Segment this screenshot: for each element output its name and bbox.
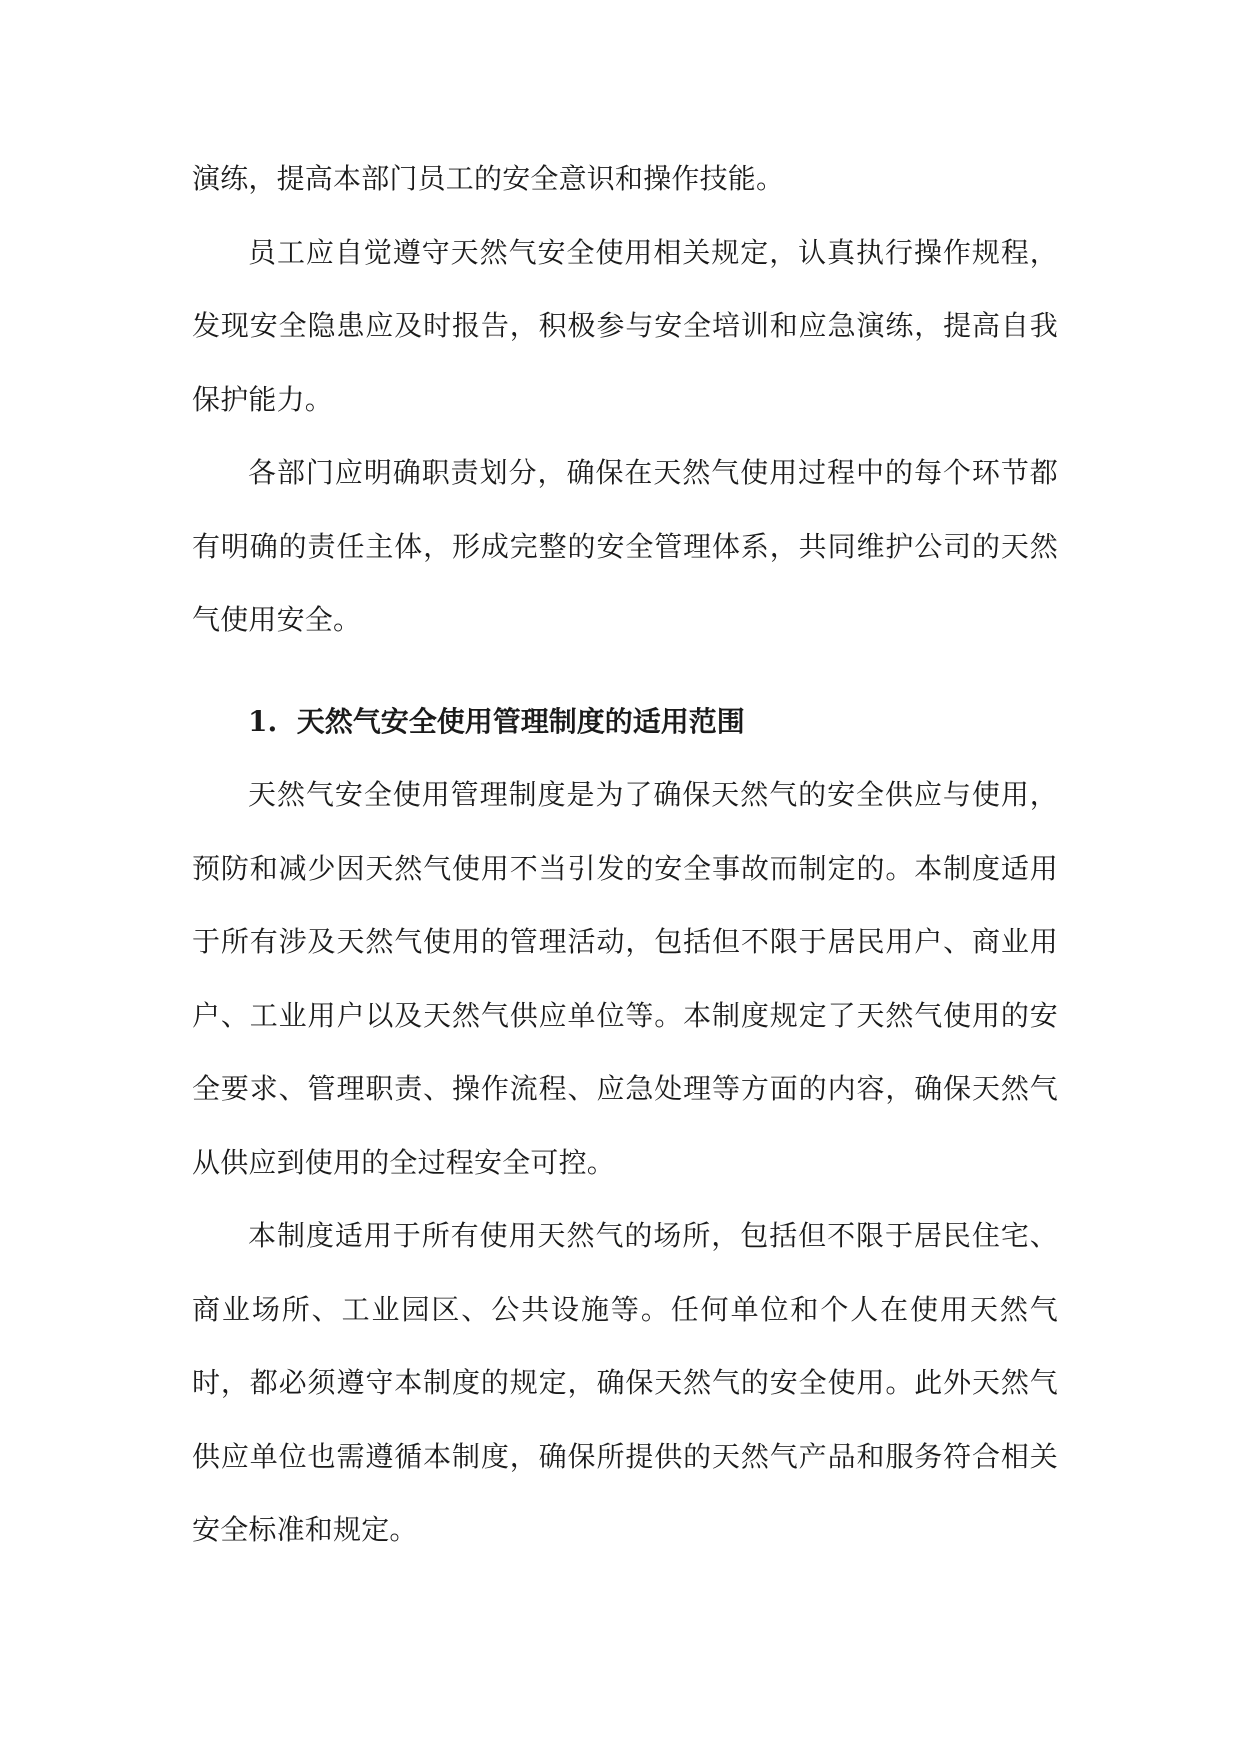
section-number: 1.: [248, 704, 278, 738]
paragraph-scope-places: 本制度适用于所有使用天然气的场所，包括但不限于居民住宅、商业场所、工业园区、公共设施等。任何单位和个人在使用天然气时，都必须遵守本制度的规定，确保天然气的安全使用。此外天然气供应单位也需遵循本制度，确保所提供的天然气产品和服务符合相关安全标准和规定。: [192, 1219, 1058, 1546]
paragraph-employee-duties: 员工应自觉遵守天然气安全使用相关规定，认真执行操作规程，发现安全隐患应及时报告，积极参与安全培训和应急演练，提高自我保护能力。: [192, 235, 1058, 416]
section-spacer: [192, 657, 1058, 685]
section-title: 天然气安全使用管理制度的适用范围: [296, 704, 745, 738]
paragraph-department-duties: 各部门应明确职责划分，确保在天然气使用过程中的每个环节都有明确的责任主体，形成完整的安全管理体系，共同维护公司的天然气使用安全。: [192, 456, 1058, 636]
paragraph-scope-purpose: 天然气安全使用管理制度是为了确保天然气的安全供应与使用，预防和减少因天然气使用不当引发的安全事故而制定的。本制度适用于所有涉及天然气使用的管理活动，包括但不限于居民用户、商业用户、工业用户以及天然气供应单位等。本制度规定了天然气使用的安全要求、管理职责、操作流程、应急处理等方面的内容，确保天然气从供应到使用的全过程安全可控。: [192, 778, 1058, 1179]
section-heading: [192, 685, 1058, 759]
document-body: [192, 142, 1058, 1567]
paragraph-continuation: 演练，提高本部门员工的安全意识和操作技能。: [192, 162, 785, 195]
